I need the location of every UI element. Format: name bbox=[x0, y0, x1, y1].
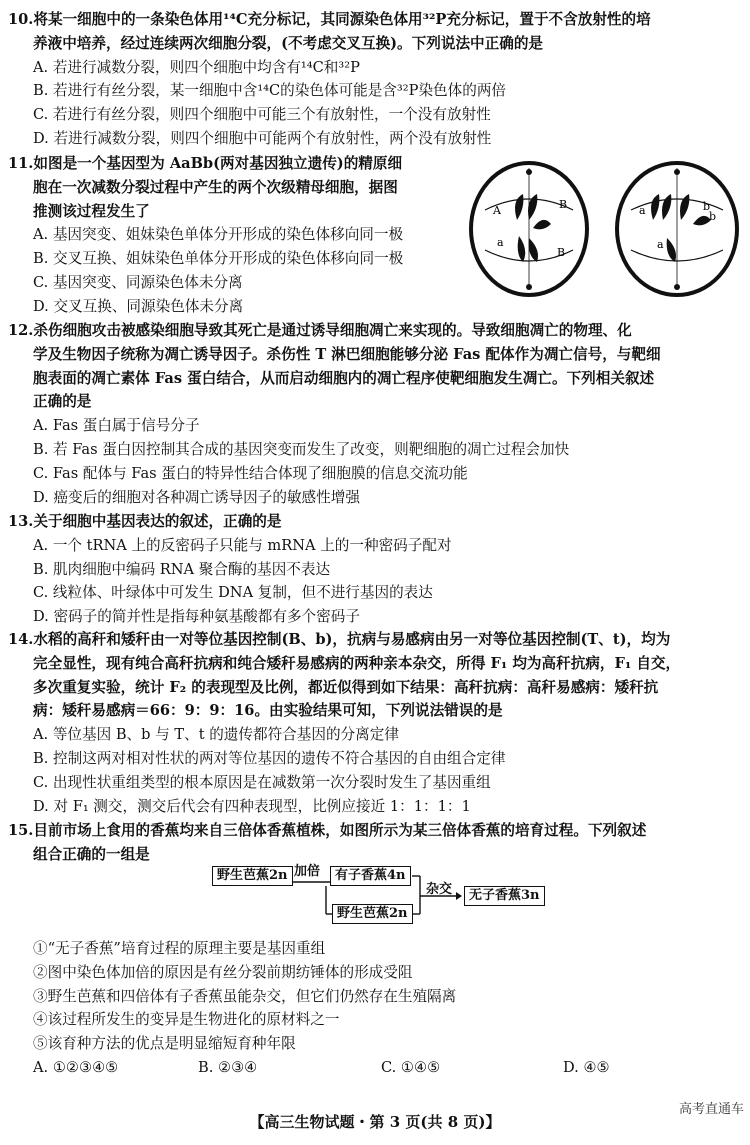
flow-box-wild-banana: 野生芭蕉2n bbox=[212, 866, 293, 886]
cell-diagram bbox=[467, 158, 742, 300]
flow-box-seedless-banana: 无子香蕉3n bbox=[464, 886, 545, 906]
option-a[interactable]: A. ①②③④⑤ bbox=[33, 1058, 119, 1076]
statement-4: ④该过程所发生的变异是生物进化的原材料之一 bbox=[33, 1011, 340, 1029]
question-stem-cont: 病：矮秆易感病＝66：9：9：16。由实验结果可知，下列说法错误的是 bbox=[33, 702, 503, 720]
gene-label: b bbox=[709, 210, 717, 223]
question-14 bbox=[8, 628, 742, 818]
option-b[interactable]: B. 肌肉细胞中编码 RNA 聚合酶的基因不表达 bbox=[33, 560, 331, 578]
option-c[interactable]: C. Fas 配体与 Fas 蛋白的特异性结合体现了细胞膜的信息交流功能 bbox=[33, 464, 468, 482]
option-b[interactable]: B. ②③④ bbox=[198, 1058, 258, 1076]
page-footer: 【高三生物试题・第 3 页(共 8 页)】 bbox=[249, 1113, 501, 1131]
flow-label-double: 加倍 bbox=[294, 864, 321, 879]
option-b[interactable]: B. 若 Fas 蛋白因控制其合成的基因突变而发生了改变，则靶细胞的凋亡过程会加快 bbox=[33, 440, 570, 458]
option-a[interactable]: A. 一个 tRNA 上的反密码子只能与 mRNA 上的一种密码子配对 bbox=[33, 536, 452, 554]
question-stem-cont: 完全显性，现有纯合高秆抗病和纯合矮秆易感病的两种亲本杂交，所得 F₁ 均为高秆抗病，F₁ 自交， bbox=[33, 654, 681, 672]
flow-box-seeded-banana: 有子香蕉4n bbox=[330, 866, 411, 886]
statement-1: ①“无子香蕉”培育过程的原理主要是基因重组 bbox=[33, 940, 326, 957]
question-stem-cont: 多次重复实验，统计 F₂ 的表现型及比例，都近似得到如下结果：高秆抗病：高秆易感病：矮秆抗 bbox=[33, 678, 659, 696]
question-10 bbox=[8, 8, 742, 151]
question-stem-cont: 推测该过程发生了 bbox=[33, 202, 150, 220]
flow-box-wild-banana-2: 野生芭蕉2n bbox=[332, 904, 413, 924]
question-stem-cont: 组合正确的一组是 bbox=[33, 845, 150, 863]
option-b[interactable]: B. 交叉互换、姐妹染色单体分开形成的染色体移向同一极 bbox=[33, 250, 404, 268]
question-number: 14. bbox=[8, 631, 34, 648]
statement-3: ③野生芭蕉和四倍体有子香蕉虽能杂交，但它们仍然存在生殖隔离 bbox=[33, 987, 457, 1005]
option-c[interactable]: C. 出现性状重组类型的根本原因是在减数第一次分裂时发生了基因重组 bbox=[33, 773, 491, 791]
gene-label: b bbox=[703, 200, 711, 213]
question-15 bbox=[8, 819, 742, 867]
question-stem-cont: 学及生物因子统称为凋亡诱导因子。杀伤性 T 淋巴细胞能够分泌 Fas 配体作为凋亡信号，与靶细 bbox=[33, 345, 661, 363]
statement-2: ②图中染色体加倍的原因是有丝分裂前期纺锤体的形成受阻 bbox=[33, 963, 413, 981]
secondary-spermatocyte-figure bbox=[467, 158, 742, 300]
question-number: 11. bbox=[8, 155, 34, 172]
corner-watermark: 高考直通车 bbox=[678, 1102, 744, 1117]
options-row bbox=[8, 1056, 742, 1080]
question-number: 10. bbox=[8, 11, 34, 28]
question-12 bbox=[8, 319, 742, 509]
gene-label: a bbox=[657, 238, 664, 251]
question-number: 13. bbox=[8, 513, 34, 530]
option-c[interactable]: C. ①④⑤ bbox=[381, 1058, 441, 1076]
option-d[interactable]: D. 交叉互换、同源染色体未分离 bbox=[33, 297, 244, 315]
gene-label: B bbox=[557, 246, 566, 259]
option-c[interactable]: C. 若进行有丝分裂，则四个细胞中可能三个有放射性，一个没有放射性 bbox=[33, 106, 491, 124]
question-13 bbox=[8, 510, 742, 629]
option-d[interactable]: D. 对 F₁ 测交，测交后代会有四种表现型，比例应接近 1：1：1：1 bbox=[33, 797, 471, 815]
option-c[interactable]: C. 基因突变、同源染色体未分离 bbox=[33, 273, 243, 291]
statement-5: ⑤该育种方法的优点是明显缩短育种年限 bbox=[33, 1035, 296, 1053]
option-c[interactable]: C. 线粒体、叶绿体中可发生 DNA 复制，但不进行基因的表达 bbox=[33, 584, 433, 602]
option-d[interactable]: D. 密码子的简并性是指每种氨基酸都有多个密码子 bbox=[33, 608, 360, 626]
question-stem-cont: 正确的是 bbox=[33, 393, 92, 411]
flow-label-cross: 杂交 bbox=[426, 882, 453, 897]
option-b[interactable]: B. 控制这两对相对性状的两对等位基因的遗传不符合基因的自由组合定律 bbox=[33, 749, 506, 767]
option-d[interactable]: D. ④⑤ bbox=[563, 1058, 610, 1076]
question-number: 12. bbox=[8, 322, 34, 339]
question-15-statements bbox=[8, 937, 742, 1080]
option-a[interactable]: A. 若进行减数分裂，则四个细胞中均含有¹⁴C和³²P bbox=[33, 58, 360, 76]
option-d[interactable]: D. 若进行减数分裂，则四个细胞中可能两个有放射性，两个没有放射性 bbox=[33, 129, 492, 147]
option-a[interactable]: A. Fas 蛋白属于信号分子 bbox=[33, 417, 200, 435]
question-stem-cont: 养液中培养，经过连续两次细胞分裂，(不考虑交叉互换)。下列说法中正确的是 bbox=[33, 34, 544, 52]
question-stem: 关于细胞中基因表达的叙述，正确的是 bbox=[33, 513, 282, 530]
option-d[interactable]: D. 癌变后的细胞对各种凋亡诱导因子的敏感性增强 bbox=[33, 488, 360, 506]
question-stem: 杀伤细胞攻击被感染细胞导致其死亡是通过诱导细胞凋亡来实现的。导致细胞凋亡的物理、化 bbox=[33, 322, 632, 339]
question-stem: 将某一细胞中的一条染色体用¹⁴C充分标记，其同源染色体用³²P充分标记，置于不含放射性的培 bbox=[33, 11, 651, 28]
gene-label: a bbox=[497, 236, 504, 249]
question-stem-cont: 胞表面的凋亡素体 Fas 蛋白结合，从而启动细胞内的凋亡程序使靶细胞发生凋亡。下列相关叙述 bbox=[33, 369, 655, 387]
gene-label: A bbox=[493, 204, 501, 217]
gene-label: a bbox=[639, 204, 646, 217]
banana-breeding-flowchart bbox=[212, 862, 552, 932]
question-11 bbox=[8, 152, 468, 319]
question-stem: 如图是一个基因型为 AaBb(两对基因独立遗传)的精原细 bbox=[33, 155, 403, 172]
option-b[interactable]: B. 若进行有丝分裂，某一细胞中含¹⁴C的染色体可能是含³²P染色体的两倍 bbox=[33, 82, 507, 100]
question-stem: 目前市场上食用的香蕉均来自三倍体香蕉植株，如图所示为某三倍体香蕉的培育过程。下列叙述 bbox=[33, 822, 647, 839]
question-number: 15. bbox=[8, 822, 34, 839]
option-a[interactable]: A. 等位基因 B、b 与 T、t 的遗传都符合基因的分离定律 bbox=[33, 726, 399, 744]
option-a[interactable]: A. 基因突变、姐妹染色单体分开形成的染色体移向同一极 bbox=[33, 226, 404, 244]
gene-label: B bbox=[559, 198, 568, 211]
question-stem-cont: 胞在一次减数分裂过程中产生的两个次级精母细胞，据图 bbox=[33, 178, 398, 196]
question-stem: 水稻的高秆和矮秆由一对等位基因控制(B、b)，抗病与易感病由另一对等位基因控制(T、t)，均为 bbox=[33, 631, 671, 648]
